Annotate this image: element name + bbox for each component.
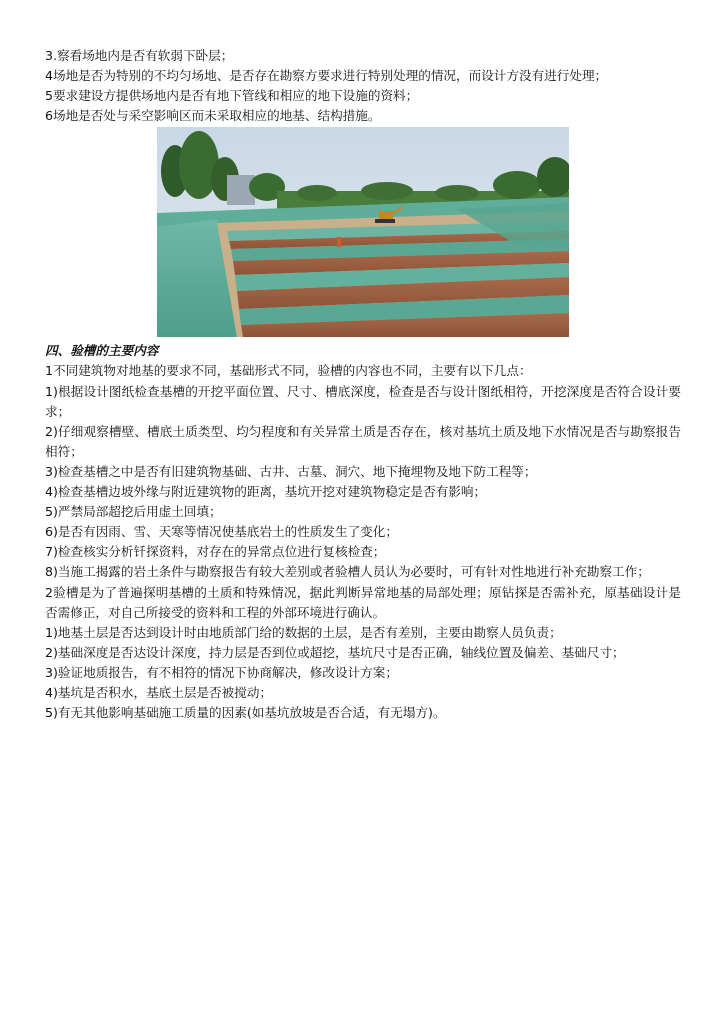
paragraph-4: 4场地是否为特别的不均匀场地、是否存在勘察方要求进行特别处理的情况，而设计方没有进行处理； (45, 68, 608, 84)
paragraph-b2: 1)根据设计图纸检查基槽的开挖平面位置、尺寸、槽底深度，检查是否与设计图纸相符，开挖深度是否符合设计要求； (45, 383, 681, 419)
paragraph-b3: 2)仔细观察槽壁、槽底土质类型、均匀程度和有关异常土质是否存在，核对基坑土质及地下水情况是否与勘察报告相符； (45, 423, 681, 459)
paragraph-5: 5要求建设方提供场地内是否有地下管线和相应的地下设施的资料； (45, 88, 419, 104)
survey-marker (337, 237, 341, 247)
paragraph-b11: 1)地基土层是否达到设计时由地质部门给的数据的土层，是否有差别，主要由勘察人员负责； (45, 624, 562, 640)
construction-site-photo (157, 127, 569, 337)
paragraph-b5: 4)检查基槽边坡外缘与附近建筑物的距离，基坑开挖对建筑物稳定是否有影响； (45, 484, 487, 500)
paragraph-b1: 1不同建筑物对地基的要求不同，基础形式不同，验槽的内容也不同，主要有以下几点： (45, 363, 532, 379)
paragraph-b7: 6)是否有因雨、雪、天寒等情况使基底岩土的性质发生了变化； (45, 524, 398, 540)
paragraph-b15: 5)有无其他影响基础施工质量的因素(如基坑放坡是否合适，有无塌方)。 (45, 705, 446, 721)
paragraph-b13: 3)验证地质报告，有不相符的情况下协商解决，修改设计方案； (45, 664, 398, 680)
paragraph-b10: 2验槽是为了普遍探明基槽的土质和特殊情况，据此判断异常地基的局部处理；原钻探是否需补充，原基础设计是否需修正，对自己所接受的资料和工程的外部环境进行确认。 (45, 584, 681, 620)
paragraph-b12: 2)基础深度是否达设计深度，持力层是否到位或超挖，基坑尺寸是否正确，轴线位置及偏差、基础尺寸； (45, 644, 625, 660)
paragraph-b6: 5)严禁局部超挖后用虚土回填； (45, 504, 222, 520)
paragraph-b4: 3)检查基槽之中是否有旧建筑物基础、古井、古墓、洞穴、地下掩埋物及地下防工程等； (45, 463, 537, 479)
section-heading: 四、验槽的主要内容 (45, 343, 159, 359)
photo-container (45, 127, 681, 337)
document-page (45, 46, 681, 723)
paragraph-b14: 4)基坑是否积水，基底土层是否被搅动； (45, 684, 273, 700)
paragraph-3: 3.察看场地内是否有软弱下卧层； (45, 48, 234, 63)
paragraph-b9: 8)当施工揭露的岩土条件与勘察报告有较大差别或者验槽人员认为必要时，可有针对性地进行补充勘察工作； (45, 564, 650, 580)
paragraph-b8: 7)检查核实分析钎探资料，对存在的异常点位进行复核检查； (45, 544, 386, 560)
paragraph-6: 6场地是否处与采空影响区而未采取相应的地基、结构措施。 (45, 108, 381, 124)
